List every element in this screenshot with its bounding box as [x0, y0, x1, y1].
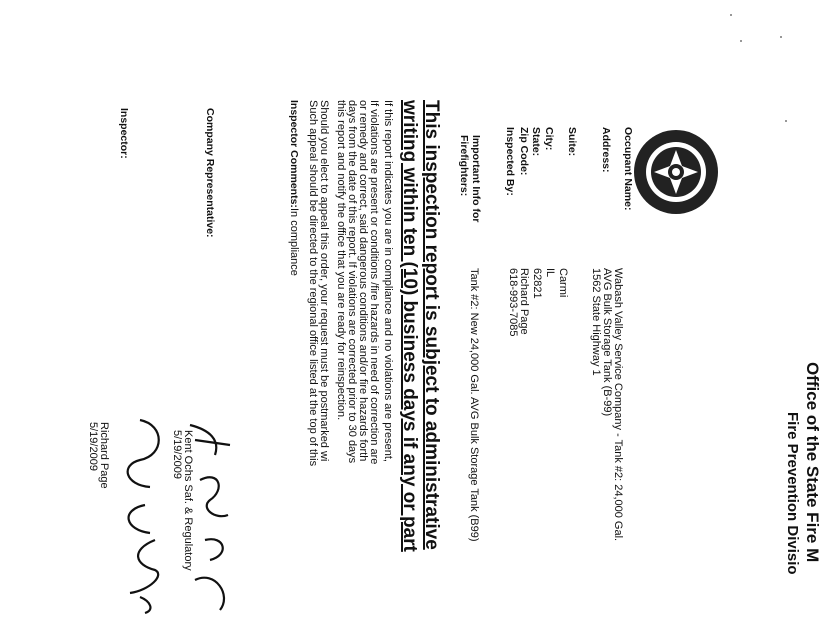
inspected-by-value: Richard Page: [518, 268, 530, 335]
state-value: IL: [544, 268, 556, 278]
paragraph-appeal-2: Such appeal should be directed to the regional office listed at the top of this: [307, 100, 319, 467]
inspector-comments-value: In compliance: [288, 208, 300, 276]
company-representative-name: Kent Ochs Saf. & Regulatory: [182, 430, 194, 571]
inspector-label: Inspector:: [118, 108, 130, 159]
occupant-name-value: Wabash Valley Service Company - Tank #2: 24,000 Gal.: [612, 268, 624, 542]
important-info-label: Important Info for: [470, 135, 482, 223]
scan-speck: [780, 36, 782, 38]
scan-speck: [730, 14, 732, 16]
inspected-by-label: Inspected By:: [504, 127, 516, 196]
city-label: City:: [543, 127, 555, 151]
important-info-value: Tank #2: New 24,000 Gal. AVG Bulk Storage Tank (B99): [468, 268, 480, 542]
zip-code-label: Zip Code:: [518, 127, 530, 176]
fire-marshal-seal: [632, 128, 720, 216]
office-title: Office of the State Fire M: [803, 362, 822, 563]
scan-speck: [740, 40, 742, 42]
address-value: AVG Bulk Storage Tank (B-99): [601, 268, 613, 417]
paragraph-violations-2: or remedy and correct, said dangerous conditions and/or fire hazards forth: [357, 100, 369, 462]
city-value: Carmi: [557, 268, 569, 298]
inspector-signature-date: 5/19/2009: [87, 422, 99, 471]
inspector-signature: [110, 415, 170, 615]
inspector-comments-label: Inspector Comments:: [288, 100, 300, 208]
scan-speck: [785, 120, 787, 122]
suite-label: Suite:: [566, 127, 578, 157]
paragraph-violations-4: this report and notify the office that you are ready for reinspection.: [335, 100, 347, 421]
inspector-signature-name: Richard Page: [98, 422, 110, 489]
notice-line-1: This inspection report is subject to administrative: [421, 100, 442, 550]
zip-code-value: 62821: [531, 268, 543, 299]
state-label: State:: [530, 127, 542, 157]
paragraph-violations-3: days from the date of this report. If violations are corrected prior to 30 days: [346, 100, 358, 464]
firefighters-label: Firefighters:: [458, 135, 470, 197]
company-representative-signature: [180, 420, 240, 620]
notice-line-2: writing within ten (10) business days if any or part: [399, 100, 420, 552]
occupant-name-label: Occupant Name:: [622, 127, 634, 211]
company-representative-date: 5/19/2009: [171, 430, 183, 479]
inspector-phone-value: 618-993-7085: [507, 268, 519, 337]
paragraph-violations-1: If violations are present or conditions /fire hazards in need of correction are: [368, 100, 380, 465]
paragraph-appeal-1: Should you elect to appeal this order, your request must be postmarked wi: [318, 100, 330, 462]
division-subtitle: Fire Prevention Divisio: [784, 412, 801, 575]
company-representative-label: Company Representative:: [204, 108, 216, 238]
address-label: Address:: [600, 127, 612, 173]
paragraph-compliance: If this report indicates you are in compliance and no violations are present,: [382, 100, 394, 462]
address-street-value: 1562 State Highway 1: [590, 268, 602, 376]
